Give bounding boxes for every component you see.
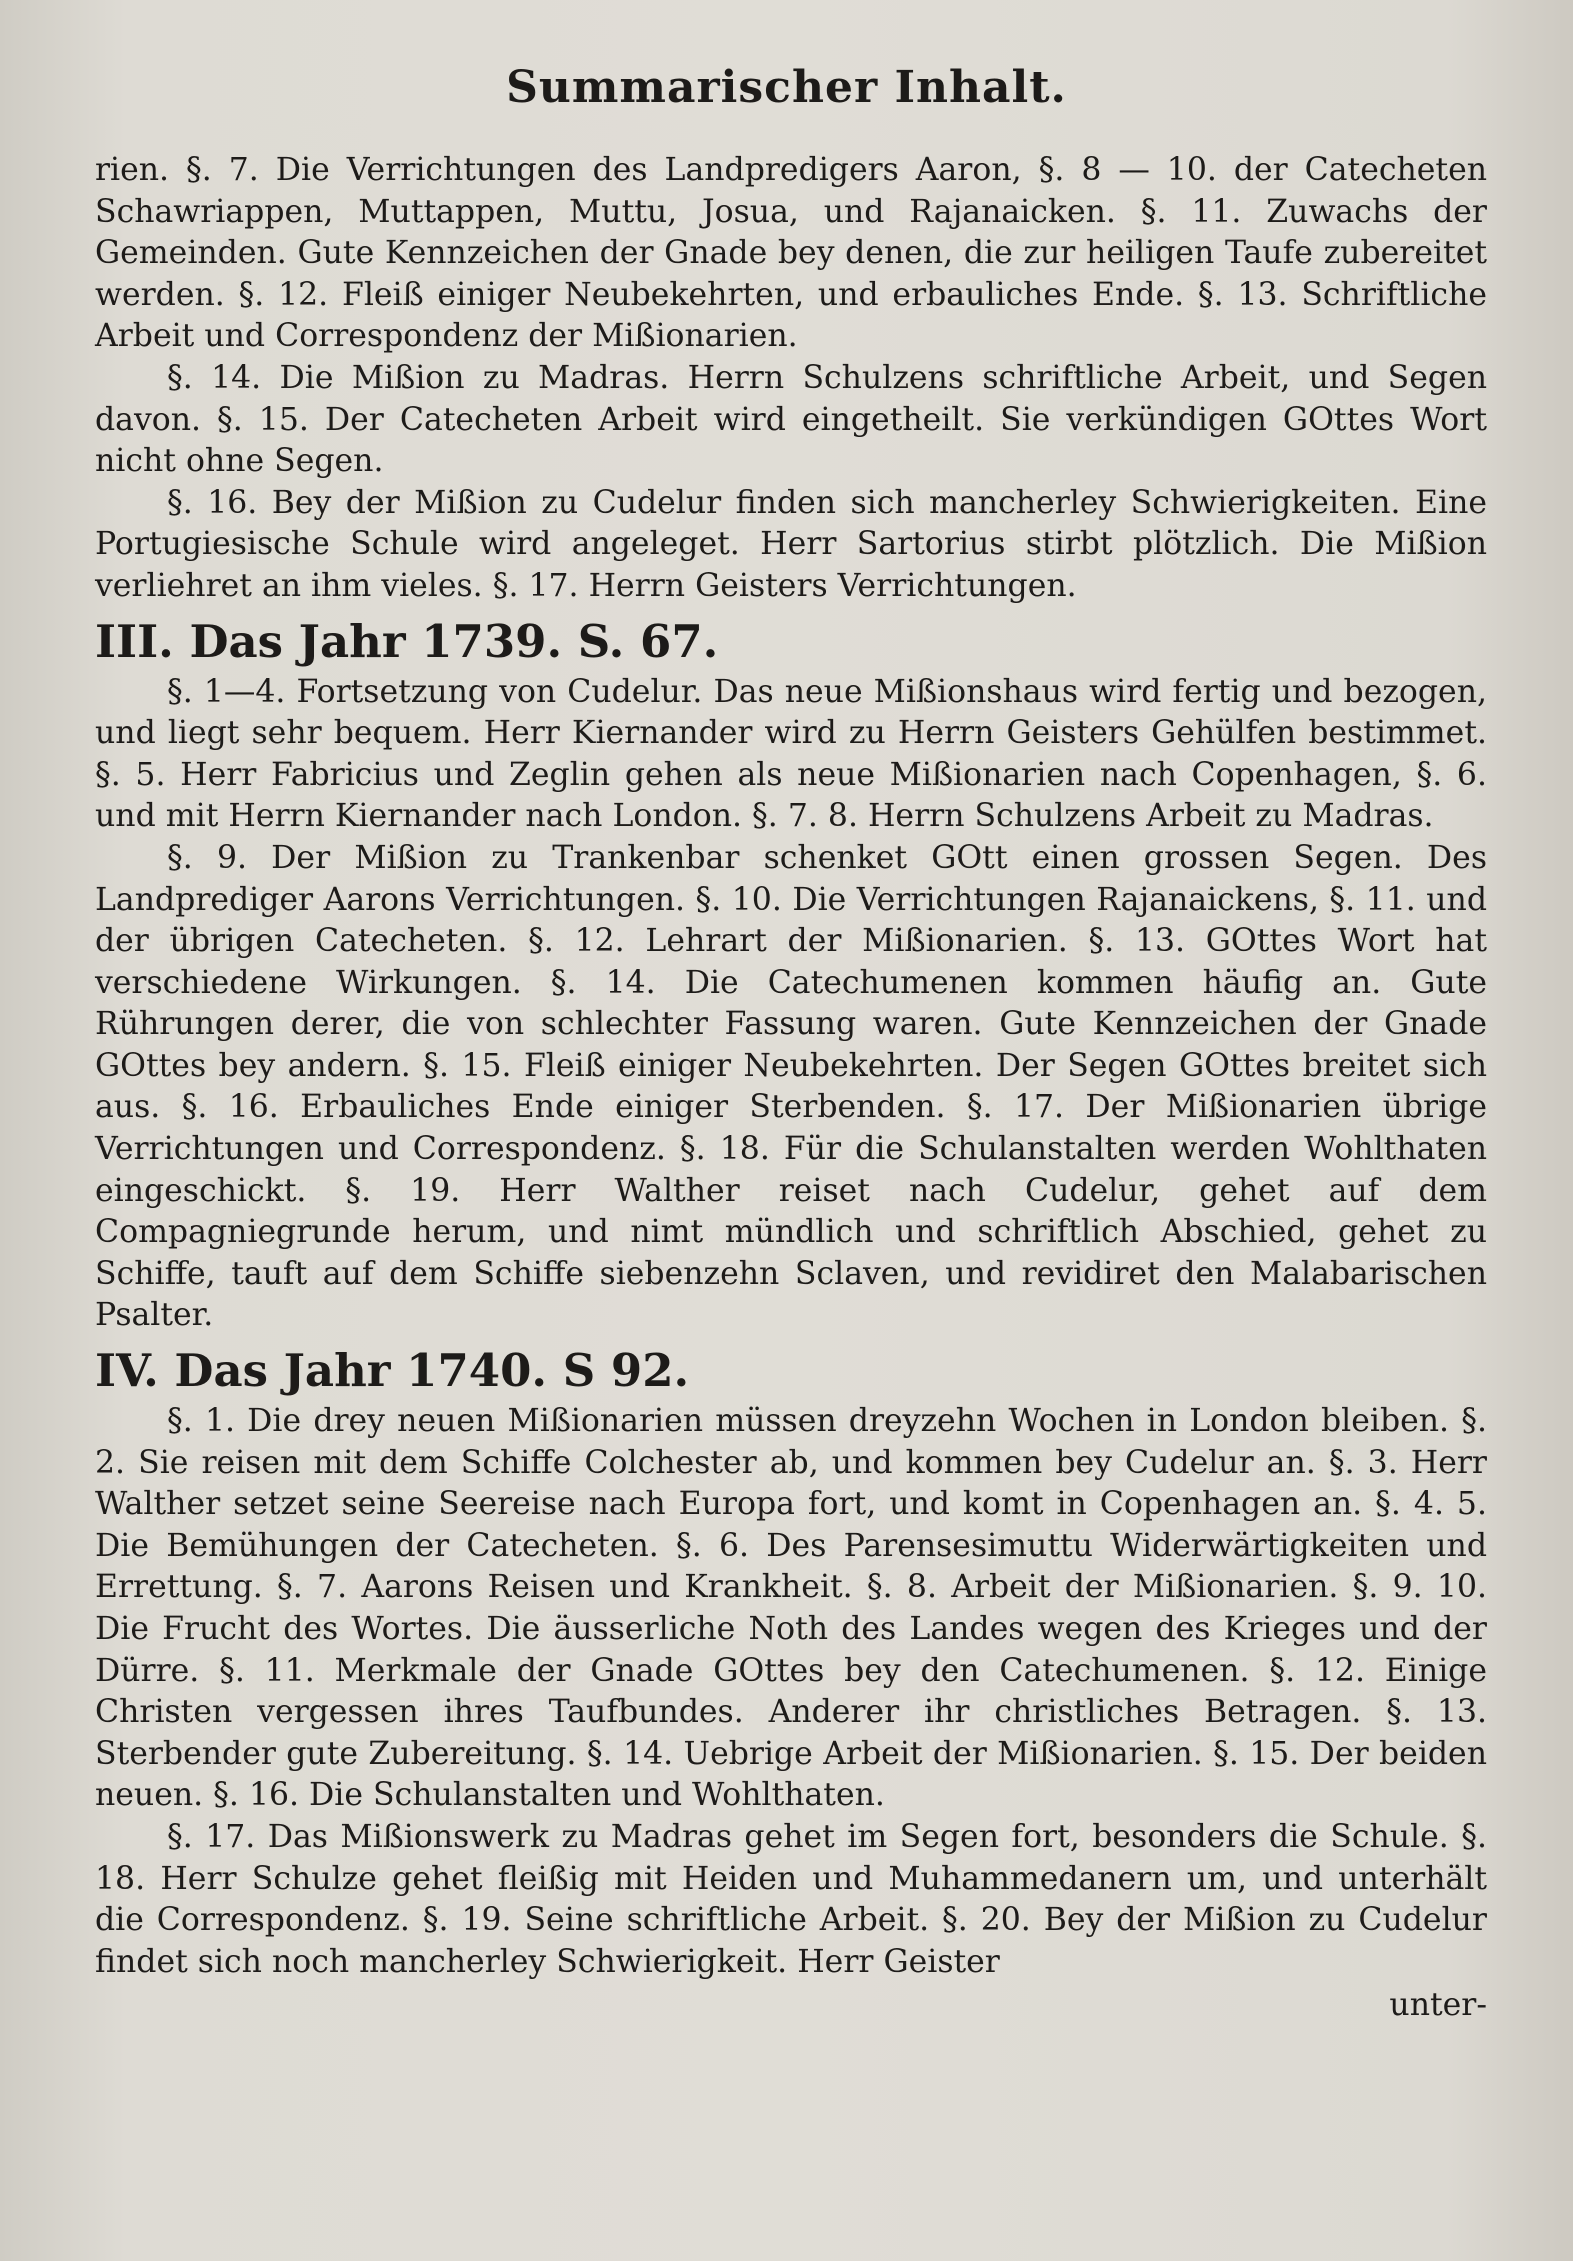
page-body xyxy=(95,150,1487,2027)
paragraph-continued: rien. §. 7. Die Verrichtungen des Landpredigers Aaron, §. 8 — 10. der Catecheten Schawriappen, Muttappen, Muttu, Josua, und Rajanaicken. §. 11. Zuwachs der Gemeinden. Gute Kennzeichen der Gnade bey denen, die zur heiligen Taufe zubereitet werden. §. 12. Fleiß einiger Neubekehrten, und erbauliches Ende. §. 13. Schriftliche Arbeit und Correspondenz der Mißionarien. xyxy=(95,152,1487,355)
running-head: Summarischer Inhalt. xyxy=(506,62,1067,113)
catchword: unter- xyxy=(1389,1987,1487,2024)
paragraph: §. 9. Der Mißion zu Trankenbar schenket GOtt einen grossen Segen. Des Landprediger Aarons Verrichtungen. §. 10. Die Verrichtungen Rajanaickens, §. 11. und der übrigen Catecheten. §. 12. Lehrart der Mißionarien. §. 13. GOttes Wort hat verschiedene Wirkungen. §. 14. Die Catechumenen kommen häufig an. Gute Rührungen derer, die von schlechter Fassung waren. Gute Kennzeichen der Gnade GOttes bey andern. §. 15. Fleiß einiger Neubekehrten. Der Segen GOttes breitet sich aus. §. 16. Erbauliches Ende einiger Sterbenden. §. 17. Der Mißionarien übrige Verrichtungen und Correspondenz. §. 18. Für die Schulanstalten werden Wohlthaten eingeschickt. §. 19. Herr Walther reiset nach Cudelur, gehet auf dem Compagniegrunde herum, und nimt mündlich und schriftlich Abschied, gehet zu Schiffe, tauft auf dem Schiffe siebenzehn Sclaven, und revidiret den Malabarischen Psalter. xyxy=(95,839,1487,1334)
section-heading-iii: III. Das Jahr 1739. S. 67. xyxy=(95,614,719,668)
paragraph: §. 16. Bey der Mißion zu Cudelur finden sich mancherley Schwierigkeiten. Eine Portugiesische Schule wird angeleget. Herr Sartorius stirbt plötzlich. Die Mißion verliehret an ihm vieles. §. 17. Herrn Geisters Verrichtungen. xyxy=(95,484,1487,604)
paragraph: §. 1. Die drey neuen Mißionarien müssen dreyzehn Wochen in London bleiben. §. 2. Sie reisen mit dem Schiffe Colchester ab, und kommen bey Cudelur an. §. 3. Herr Walther setzet seine Seereise nach Europa fort, und komt in Copenhagen an. §. 4. 5. Die Bemühungen der Catecheten. §. 6. Des Parensesimuttu Widerwärtigkeiten und Errettung. §. 7. Aarons Reisen und Krankheit. §. 8. Arbeit der Mißionarien. §. 9. 10. Die Frucht des Wortes. Die äusserliche Noth des Landes wegen des Krieges und der Dürre. §. 11. Merkmale der Gnade GOttes bey den Catechumenen. §. 12. Einige Christen vergessen ihres Taufbundes. Anderer ihr christliches Betragen. §. 13. Sterbender gute Zubereitung. §. 14. Uebrige Arbeit der Mißionarien. §. 15. Der beiden neuen. §. 16. Die Schulanstalten und Wohlthaten. xyxy=(95,1403,1487,1814)
paragraph: §. 1—4. Fortsetzung von Cudelur. Das neue Mißionshaus wird fertig und bezogen, und liegt sehr bequem. Herr Kiernander wird zu Herrn Geisters Gehülfen bestimmet. §. 5. Herr Fabricius und Zeglin gehen als neue Mißionarien nach Copenhagen, §. 6. und mit Herrn Kiernander nach London. §. 7. 8. Herrn Schulzens Arbeit zu Madras. xyxy=(95,673,1487,835)
section-heading-iv: IV. Das Jahr 1740. S 92. xyxy=(95,1344,690,1398)
paragraph: §. 17. Das Mißionswerk zu Madras gehet im Segen fort, besonders die Schule. §. 18. Herr Schulze gehet fleißig mit Heiden und Muhammedanern um, und unterhält die Correspondenz. §. 19. Seine schriftliche Arbeit. §. 20. Bey der Mißion zu Cudelur findet sich noch mancherley Schwierigkeit. Herr Geister xyxy=(95,1818,1487,1980)
paragraph: §. 14. Die Mißion zu Madras. Herrn Schulzens schriftliche Arbeit, und Segen davon. §. 15. Der Catecheten Arbeit wird eingetheilt. Sie verkündigen GOttes Wort nicht ohne Segen. xyxy=(95,359,1487,480)
